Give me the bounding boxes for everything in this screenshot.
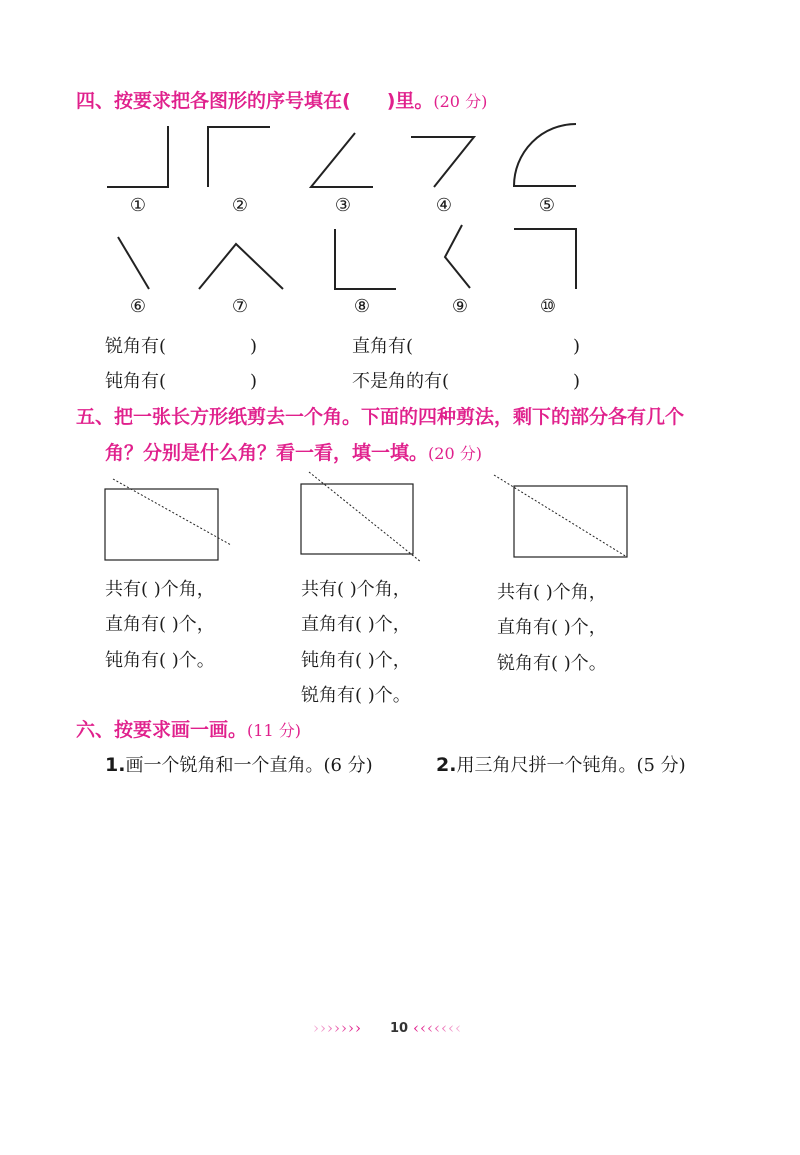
right-label: 直角有( <box>352 336 414 357</box>
section5-title-line1: 五、把一张长方形纸剪去一个角。下面的四种剪法，剩下的部分各有几个 <box>76 406 685 428</box>
figure-6 <box>118 237 149 289</box>
obtuse-label: 钝角有( <box>105 371 167 392</box>
paper-rect-1 <box>105 489 218 560</box>
arrow-glyph: ‹ <box>420 1019 427 1037</box>
figure-10 <box>514 229 576 289</box>
col1-total: 共有( )个角， <box>105 579 215 600</box>
section6-q1 <box>105 751 373 777</box>
section6-q2 <box>436 751 686 777</box>
notangle-label: 不是角的有( <box>352 371 450 392</box>
figure-number-5: ⑤ <box>538 195 556 216</box>
left-arrows-icon <box>313 1019 362 1037</box>
figure-number-9: ⑨ <box>451 296 469 317</box>
figure-7 <box>199 244 283 289</box>
cut-line-2 <box>309 472 421 562</box>
arrow-glyph: › <box>334 1019 341 1037</box>
acute-answer-line <box>105 332 257 358</box>
arrow-glyph: ‹ <box>448 1019 455 1037</box>
q2-text: 用三角尺拼一个钝角。(5 分) <box>456 755 686 776</box>
acute-label: 锐角有( <box>105 336 167 357</box>
acute-close: ) <box>250 336 258 357</box>
section4-points: (20 分) <box>433 92 488 111</box>
figure-2 <box>208 127 270 187</box>
arrow-glyph: ‹ <box>413 1019 420 1037</box>
q1-text: 画一个锐角和一个直角。(6 分) <box>125 755 373 776</box>
col2-obtuse: 钝角有( )个， <box>301 650 411 671</box>
footer-left-arrows <box>313 1019 362 1037</box>
figure-8 <box>335 229 396 289</box>
notangle-answer-line <box>352 367 580 393</box>
arrow-glyph: ‹ <box>434 1019 441 1037</box>
right-close: ) <box>573 336 581 357</box>
obtuse-answer-line <box>105 367 257 393</box>
col2-right: 直角有( )个， <box>301 614 411 635</box>
section4-title-text: 四、按要求把各图形的序号填在( <box>76 90 351 112</box>
section5-points: (20 分) <box>428 444 482 463</box>
arrow-glyph: › <box>320 1019 327 1037</box>
figure-number-4: ④ <box>435 195 453 216</box>
q2-number: 2. <box>436 754 457 776</box>
arrow-glyph: ‹ <box>441 1019 448 1037</box>
arrow-glyph: › <box>313 1019 320 1037</box>
figure-number-10: ⑩ <box>539 296 557 317</box>
figure-number-1: ① <box>129 195 147 216</box>
page-number: 10 <box>390 1021 409 1036</box>
col1-obtuse: 钝角有( )个。 <box>105 650 215 671</box>
figure-number-8: ⑧ <box>353 296 371 317</box>
figure-number-7: ⑦ <box>231 296 249 317</box>
right-answer-line <box>352 332 580 358</box>
section4-title-end: )里。 <box>386 90 434 112</box>
figure-3 <box>311 133 373 187</box>
section6-title-text: 六、按要求画一画。 <box>76 719 248 741</box>
paper-rect-2 <box>301 484 413 554</box>
notangle-close: ) <box>573 371 581 392</box>
arrow-glyph: › <box>327 1019 334 1037</box>
figure-number-3: ③ <box>334 195 352 216</box>
figure-number-6: ⑥ <box>129 296 147 317</box>
right-arrows-icon <box>413 1019 462 1037</box>
arrow-glyph: › <box>341 1019 348 1037</box>
col2-acute: 锐角有( )个。 <box>301 685 411 706</box>
col3-acute: 锐角有( )个。 <box>497 653 607 674</box>
obtuse-close: ) <box>250 371 258 392</box>
section6-title <box>76 715 301 742</box>
section5-title-line2 <box>105 438 482 465</box>
section6-points: (11 分) <box>247 721 301 740</box>
figure-1 <box>107 126 168 187</box>
col2-total: 共有( )个角， <box>301 579 411 600</box>
section5-title-line2-text: 角？分别是什么角？看一看，填一填。 <box>105 442 429 464</box>
figure-5 <box>514 124 576 186</box>
figure-4 <box>411 137 474 187</box>
col1-right: 直角有( )个， <box>105 614 215 635</box>
arrow-glyph: › <box>348 1019 355 1037</box>
figure-9 <box>445 225 470 288</box>
arrow-glyph: › <box>355 1019 362 1037</box>
footer-right-arrows <box>413 1019 462 1037</box>
col3-total: 共有( )个角， <box>497 582 607 603</box>
arrow-glyph: ‹ <box>455 1019 462 1037</box>
col3-right: 直角有( )个， <box>497 617 607 638</box>
arrow-glyph: ‹ <box>427 1019 434 1037</box>
q1-number: 1. <box>105 754 126 776</box>
figure-number-2: ② <box>231 195 249 216</box>
